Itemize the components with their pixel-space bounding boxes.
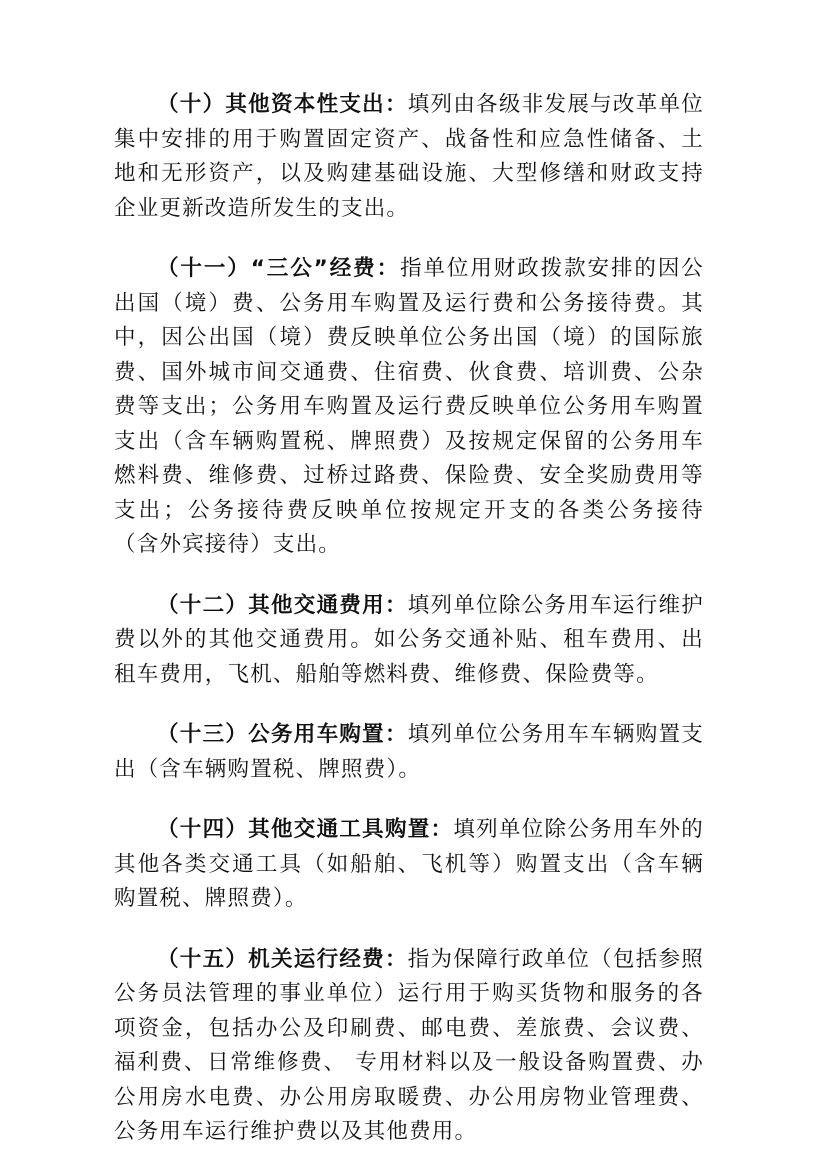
document-body: [114, 88, 704, 1176]
paragraph-heading: （十二）其他交通费用：: [157, 592, 408, 618]
paragraph-heading: （十）其他资本性支出：: [157, 92, 408, 117]
paragraph-heading: （十五）机关运行经费：: [157, 946, 408, 972]
paragraph-other-vehicle-purchase: [114, 813, 704, 917]
paragraph-text: 填列由各级非发展与改革单位集中安排的用于购置固定资产、战备性和应急性储备、土地和无形资产，以及购建基础设施、大型修缮和财政支持企业更新改造所发生的支出。: [114, 92, 704, 221]
paragraph-agency-operating-expenses: [114, 943, 704, 1150]
paragraph-text: 填列单位公务用车车辆购置支出（含车辆购置税、牌照费）。: [114, 722, 704, 782]
paragraph-three-public-expenses: [114, 252, 704, 563]
paragraph-heading: （十三）公务用车购置：: [157, 722, 408, 747]
paragraph-heading: （十一）“三公”经费：: [157, 256, 401, 281]
paragraph-official-vehicle-purchase: [114, 718, 704, 787]
paragraph-heading: （十四）其他交通工具购置：: [157, 817, 454, 842]
paragraph-text: 指单位用财政拨款安排的因公出国（境）费、公务用车购置及运行费和公务接待费。其中，因公出国（境）费反映单位公务出国（境）的国际旅费、国外城市间交通费、住宿费、伙食费、培训费、公杂费等支出；公务用车购置及运行费反映单位公务用车购置支出（含车辆购置税、牌照费）及按规定保留的公务用车燃料费、维修费、过桥过路费、保险费、安全奖励费用等支出；公务接待费反映单位按规定开支的各类公务接待（含外宾接待）支出。: [114, 256, 704, 557]
paragraph-text: 填列单位除公务用车运行维护费以外的其他交通费用。如公务交通补贴、租车费用、出租车费用，飞机、船舶等燃料费、维修费、保险费等。: [114, 592, 704, 687]
paragraph-other-transport-costs: [114, 589, 704, 693]
paragraph-text: 填列单位除公务用车外的其他各类交通工具（如船舶、飞机等）购置支出（含车辆购置税、牌照费）。: [114, 817, 704, 911]
paragraph-other-capital-expenditure: [114, 88, 704, 226]
paragraph-text: 指为保障行政单位（包括参照公务员法管理的事业单位）运行用于购买货物和服务的各项资金，包括办公及印刷费、邮电费、差旅费、会议费、福利费、日常维修费、 专用材料以及一般设备购置费、办公用房水电费、办公用房取暖费、办公用房物业管理费、公务用车运行维护费以及其他费用。: [114, 946, 704, 1144]
